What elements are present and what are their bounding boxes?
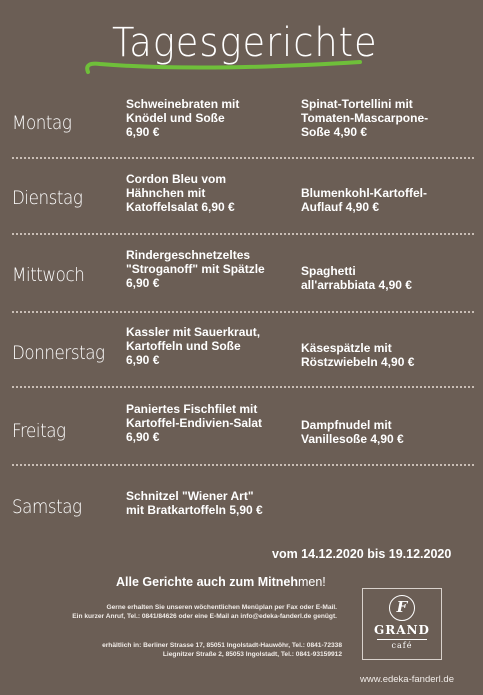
dish-tuesday-2: Blumenkohl-Kartoffel- Auflauf 4,90 € [301, 186, 427, 214]
divider [12, 311, 474, 313]
day-monday: Montag [12, 112, 72, 134]
dish-monday-1: Schweinebraten mit Knödel und Soße 6,90 € [126, 97, 240, 139]
dish-friday-1: Paniertes Fischfilet mit Kartoffel-Endivien-Salat 6,90 € [126, 402, 263, 444]
dish-wednesday-2: Spaghetti all'arrabbiata 4,90 € [301, 264, 412, 292]
takeaway-note [116, 575, 326, 589]
dish-saturday-1: Schnitzel "Wiener Art" mit Bratkartoffeln 5,90 € [126, 489, 263, 517]
day-tuesday: Dienstag [12, 187, 83, 209]
page-title: Tagesgerichte [112, 20, 378, 66]
dish-thursday-1: Kassler mit Sauerkraut, Kartoffeln und Soße 6,90 € [126, 325, 261, 367]
day-saturday: Samstag [12, 496, 82, 518]
divider [12, 386, 474, 388]
validity-period: vom 14.12.2020 bis 19.12.2020 [272, 547, 452, 561]
website-link[interactable]: www.edeka-fanderl.de [360, 674, 454, 685]
dish-monday-2: Spinat-Tortellini mit Tomaten-Mascarpone- Soße 4,90 € [301, 97, 429, 139]
dish-thursday-2: Käsespätzle mit Röstzwiebeln 4,90 € [301, 341, 415, 369]
day-friday: Freitag [12, 420, 66, 442]
menu-header [0, 0, 483, 90]
grand-cafe-logo [362, 588, 442, 660]
dish-wednesday-1: Rindergeschnetzeltes "Stroganoff" mit Spätzle 6,90 € [126, 248, 265, 290]
takeaway-bold: Alle Gerichte auch zum Mitneh [116, 575, 298, 589]
dish-tuesday-1: Cordon Bleu vom Hähnchen mit Katoffelsalat 6,90 € [126, 172, 235, 214]
divider [12, 464, 474, 466]
dish-friday-2: Dampfnudel mit Vanillesoße 4,90 € [301, 418, 404, 446]
logo-subtitle: café [391, 641, 413, 650]
logo-divider [377, 639, 427, 640]
takeaway-thin: men! [297, 575, 326, 589]
address-info: erhältlich in: Berliner Strasse 17, 85051 Ingolstadt-Hauwöhr, Tel.: 0841-72338 Liegnitzer Straße 2, 85053 Ingolstadt, Tel.: 0841-93159912 [102, 642, 342, 658]
logo-emblem: F [389, 595, 415, 621]
day-thursday: Donnerstag [12, 342, 105, 364]
divider [12, 157, 474, 159]
logo-name: GRAND [374, 623, 430, 637]
contact-info: Gerne erhalten Sie unseren wöchentlichen Menüplan per Fax oder E-Mail. Ein kurzer Anruf, Tel.: 0841/84626 oder eine E-Mail an info@edeka-fanderl.de genügt. [72, 604, 337, 620]
divider [12, 233, 474, 235]
day-wednesday: Mittwoch [12, 264, 85, 286]
